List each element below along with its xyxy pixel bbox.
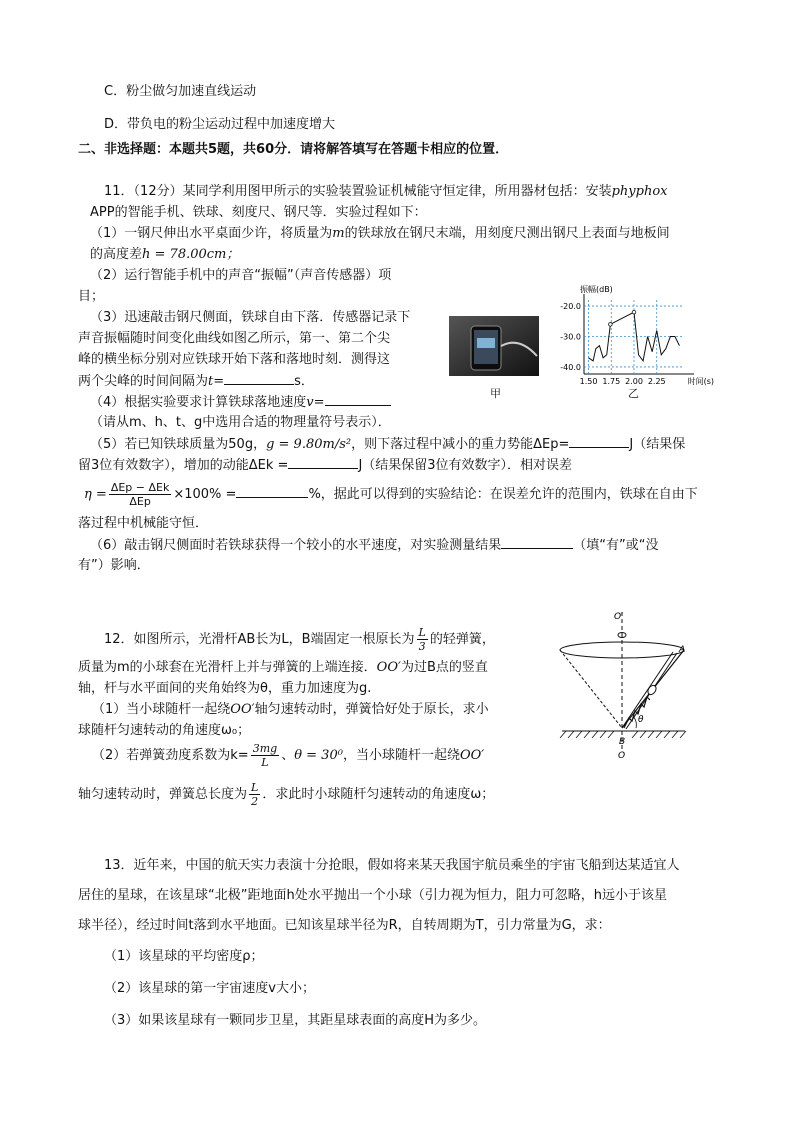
q12-frac-l2 [249, 781, 260, 808]
q11-step1-line1 [90, 225, 670, 243]
q13-line1: 13．近年来，中国的航天实力表演十分抢眼，假如将来某天我国宇航员乘坐的宇宙飞船到达某适宜人 [104, 858, 680, 873]
q12-cone-diagram [540, 610, 710, 760]
q11-step2-line2: 目； [78, 289, 105, 304]
q13-part2: （2）该星球的第一宇宙速度v大小； [104, 981, 315, 996]
q12-line3: 轴，杆与水平面间的夹角始终为θ，重力加速度为g. [78, 681, 372, 696]
q11-step6-line1 [90, 536, 659, 555]
q12-b-pre: 质量为m的小球套在光滑杆上并与弹簧的上端连接． [78, 660, 377, 675]
q12-d-pre: （1）当小球随杆一起绕 [92, 702, 231, 717]
q11-error-fraction [109, 481, 172, 508]
q11-s4a-var: v= [306, 395, 325, 410]
rod-ab [622, 652, 673, 728]
q11-intro-line2: APP的智能手机、铁球、刻度尺、钢尺等．实验过程如下： [90, 205, 427, 220]
q12-f-theta: θ = 30⁰ [294, 748, 343, 763]
q11-s5a-ep: ΔEp= [533, 437, 570, 452]
q12-frac-k [251, 742, 279, 769]
q12-g-pre: 轴匀速转动时，弹簧总长度为 [78, 787, 248, 802]
q11-s5b-post: J（结果保留3位有效数字）．相对误差 [358, 458, 573, 473]
chart-ytick-label: -20.0 [560, 302, 581, 312]
q13-line3: 球半径），经过时间t落到水平地面。已知该星球半径为R，自转周期为T，引力常量为G，求： [78, 918, 611, 933]
q12-line4 [92, 701, 489, 719]
label-a: A [679, 645, 686, 655]
q11-s4a: （4）根据实验要求计算铁球落地速度 [90, 395, 307, 410]
figure-jia-caption: 甲 [490, 387, 501, 400]
q11-step4-line2: （请从m、h、t、g中选用合适的物理量符号表示）． [90, 415, 391, 430]
figure-yi-caption: 乙 [628, 387, 639, 400]
q11-s1b-val: h = 78.00cm； [142, 247, 240, 262]
q11-step1-line2 [90, 246, 239, 264]
q13-line2: 居住的星球，在该星球“北极”距地面h处水平抛出一个小球（引力视为恒力，阻力可忽略，h远小于该星 [78, 888, 667, 903]
figure-yi-chart [546, 282, 716, 394]
q11-s1a-var: m [332, 226, 345, 241]
q11-step5-line2 [78, 456, 572, 475]
q11-intro-line1 [104, 183, 668, 201]
q12-frac1-d: 3 [418, 640, 426, 653]
q11-answer-blank-effect[interactable] [501, 536, 573, 549]
q11-step6-line2: 有”）影响． [78, 558, 150, 573]
q11-answer-blank-ek[interactable] [288, 456, 358, 469]
q11-answer-blank-eta[interactable] [236, 485, 308, 498]
q11-step2-line1: （2）运行智能手机中的声音“振幅”（声音传感器）项 [90, 268, 392, 283]
q11-step4-line1 [90, 393, 391, 412]
chart-xtick-label: 1.75 [602, 377, 621, 386]
q12-g-post: ．求此时小球随杆匀速转动的角速度ω； [262, 787, 495, 802]
q11-step3-line3: 峰的横坐标分别对应铁球开始下落和落地时刻．测得这 [78, 352, 391, 367]
q12-frac1-n: L [418, 626, 426, 639]
option-d: D．带负电的粉尘运动过程中加速度增大 [104, 117, 336, 132]
q11-step3-line2: 声音振幅随时间变化曲线如图乙所示，第一、第二个尖 [78, 331, 391, 346]
q11-answer-blank-t[interactable] [224, 372, 294, 385]
q11-step3-line4 [78, 372, 314, 391]
q11-answer-blank-v[interactable] [325, 393, 391, 406]
q13-part1: （1）该星球的平均密度ρ； [104, 949, 264, 964]
q12-frac3-d: 2 [251, 795, 259, 808]
q11-s1a-post: 的铁球放在钢尺末端，用刻度尺测出钢尺上表面与地板间 [344, 226, 670, 241]
q12-f-mid2: ，当小球随杆一起绕 [342, 748, 460, 763]
chart-xtick-label: 1.50 [579, 377, 598, 386]
q11-s3d: 两个尖峰的时间间隔为 [78, 374, 209, 389]
q12-frac2-d: L [261, 756, 269, 769]
q11-s6a-pre: （6）敲击钢尺侧面时若铁球获得一个较小的水平速度，对实验测量结果 [90, 538, 502, 553]
option-c: C．粉尘做匀加速直线运动 [104, 84, 257, 99]
q11-s5c-post: %，据此可以得到的实验结论：在误差允许的范围内，铁球在自由下 [308, 487, 698, 502]
label-b: B [619, 737, 626, 747]
q11-s5a-g: g = 9.80m/s² [266, 437, 352, 452]
q11-answer-blank-ep[interactable] [569, 435, 629, 448]
q12-line1 [104, 622, 495, 658]
q11-step3-line1: （3）迅速敲击钢尺侧面，铁球自由下落．传感器记录下 [90, 310, 411, 325]
q11-step5-line4: 落过程中机械能守恒． [78, 516, 209, 531]
chart-point [609, 323, 613, 327]
cone-left-side [560, 650, 622, 728]
q12-b-post: 为过B点的竖直 [400, 660, 488, 675]
q12-d-post: 轴匀速转动时，弹簧恰好处于原长，求小 [254, 702, 489, 717]
q11-frac-denominator: ΔEp [129, 495, 151, 508]
q11-s5a-pre: （5）若已知铁球质量为50g， [90, 437, 267, 452]
q11-step5-line3 [84, 478, 698, 512]
q12-d-oo: OO′ [230, 702, 255, 717]
q11-s5c-mul: ×100% = [173, 487, 237, 502]
chart-xtick-label: 2.25 [647, 377, 666, 386]
q11-app-name: phyphox [611, 184, 668, 199]
phone-photo-icon [449, 316, 539, 376]
q12-frac2-n: 3mg [252, 742, 278, 755]
label-o-top: O′ [614, 612, 624, 622]
amplitude-chart [546, 282, 716, 394]
q11-s5a-post: J（结果保 [629, 437, 686, 452]
q11-s5b-ek: ΔEk = [248, 458, 289, 473]
q11-frac-numerator: ΔEp − ΔEk [110, 481, 170, 494]
q11-intro-a: 11．（12分）某同学利用图甲所示的实验装置验证机械能守恒定律，所用器材包括：安装 [104, 184, 612, 199]
q12-b-oo: OO′ [376, 660, 401, 675]
label-o-bottom: O [618, 751, 626, 760]
q11-s3d-unit: s． [294, 374, 314, 389]
spring-icon [624, 697, 650, 728]
chart-xtick-label: 2.00 [625, 377, 643, 386]
q13-part3: （3）如果该星球有一颗同步卫星，其距星球表面的高度H为多少。 [104, 1013, 487, 1028]
q11-eta: η = [84, 487, 107, 502]
q11-s1b: 的高度差 [90, 247, 143, 262]
q11-step5-line1 [90, 435, 685, 454]
q12-frac-l3 [417, 626, 428, 653]
q12-f-mid: 、 [281, 748, 295, 763]
chart-ylabel: 振幅(dB) [580, 285, 613, 294]
q11-s5b-pre: 留3位有效数字），增加的动能 [78, 458, 249, 473]
chart-point [632, 310, 636, 314]
label-theta: θ [638, 715, 644, 725]
chart-ytick-label: -40.0 [560, 362, 581, 372]
q12-f-pre: （2）若弹簧劲度系数为k= [92, 748, 249, 763]
q12-line7 [78, 777, 494, 813]
q12-a-pre: 12．如图所示，光滑杆AB长为L，B端固定一根原长为 [104, 632, 415, 647]
cone-rod-diagram [540, 610, 710, 760]
q12-a-post: 的轻弹簧， [429, 632, 495, 647]
section-heading: 二、非选择题：本题共5题，共60分．请将解答填写在答题卡相应的位置． [78, 142, 509, 157]
q12-f-oo: OO′ [459, 748, 485, 763]
q11-s5a-mid: ，则下落过程中减小的重力势能 [351, 437, 534, 452]
q11-s1a-pre: （1）一钢尺伸出水平桌面少许，将质量为 [90, 226, 333, 241]
q12-line6 [92, 738, 484, 774]
figure-jia-phone-photo [449, 316, 539, 376]
q12-frac3-n: L [251, 781, 259, 794]
q11-s6a-post: （填“有”或“没 [573, 538, 659, 553]
q12-line2 [78, 659, 488, 677]
chart-ytick-label: -30.0 [560, 332, 581, 342]
q11-s3d-var: t= [208, 374, 225, 389]
chart-xlabel: 时间(s) [687, 377, 714, 386]
q12-line5: 球随杆匀速转动的角速度ω₀； [78, 723, 251, 738]
